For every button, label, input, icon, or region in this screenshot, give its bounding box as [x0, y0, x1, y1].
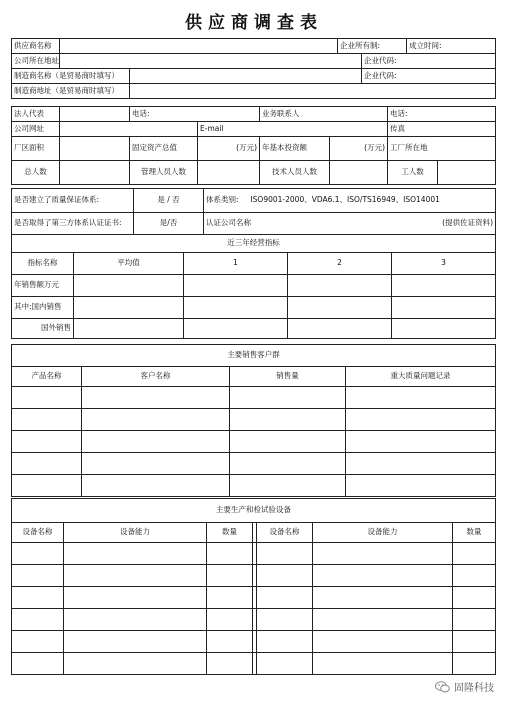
equipment-cell[interactable]: [313, 609, 453, 631]
system-types-cell: [204, 189, 496, 213]
system-type-label: 体系类别:: [206, 195, 239, 205]
equipment-cell[interactable]: [207, 565, 253, 587]
customer-cell[interactable]: [12, 431, 82, 453]
legal-rep-label: 法人代表: [12, 107, 60, 122]
equipment-cell[interactable]: [12, 631, 64, 653]
equipment-cell[interactable]: [453, 653, 496, 675]
quality-system-table: [11, 188, 496, 235]
indicators-section-title: 近三年经营指标: [12, 235, 496, 253]
customer-header-volume: 销售量: [230, 367, 346, 387]
email-label: E-mail: [198, 122, 388, 137]
indicator-row-label: 其中:国内销售: [12, 297, 74, 319]
manufacturer-name-field[interactable]: [130, 69, 362, 84]
ownership-label: 企业所有制:: [338, 39, 407, 54]
equipment-cell[interactable]: [257, 653, 313, 675]
manufacturer-address-field[interactable]: [130, 84, 496, 99]
customer-cell[interactable]: [346, 387, 496, 409]
customer-cell[interactable]: [230, 387, 346, 409]
supplier-name-field[interactable]: [60, 39, 338, 54]
brand-watermark: [435, 679, 494, 694]
brand-name: 固隆科技: [454, 683, 494, 694]
equipment-cell[interactable]: [207, 609, 253, 631]
phone1-label: 电话:: [130, 107, 260, 122]
equipment-section-title: 主要生产和检试验设备: [12, 499, 496, 523]
equipment-cell[interactable]: [257, 631, 313, 653]
equipment-cell[interactable]: [207, 653, 253, 675]
cert-company-label: 认证公司名称: [206, 218, 251, 228]
equipment-cell[interactable]: [453, 543, 496, 565]
technicians-field[interactable]: [330, 161, 388, 185]
annual-investment-unit: (万元): [330, 137, 388, 161]
indicator-header-average: 平均值: [74, 253, 184, 275]
customer-cell[interactable]: [346, 431, 496, 453]
equipment-cell[interactable]: [453, 587, 496, 609]
company-url-label: 公司网址: [12, 122, 60, 137]
customer-cell[interactable]: [82, 431, 230, 453]
indicator-cell[interactable]: [288, 319, 392, 339]
company-address-label: 公司所在地址: [12, 54, 60, 69]
equipment-cell[interactable]: [453, 631, 496, 653]
customer-cell[interactable]: [230, 453, 346, 475]
total-staff-label: 总人数: [12, 161, 60, 185]
indicator-cell[interactable]: [288, 275, 392, 297]
managers-field[interactable]: [198, 161, 260, 185]
customer-header-product: 产品名称: [12, 367, 82, 387]
qms-question: 是否建立了质量保证体系:: [12, 189, 134, 213]
equipment-cell[interactable]: [207, 631, 253, 653]
customer-cell[interactable]: [82, 409, 230, 431]
workers-field[interactable]: [438, 161, 496, 185]
indicator-cell[interactable]: [288, 297, 392, 319]
customer-cell[interactable]: [82, 387, 230, 409]
customer-cell[interactable]: [12, 453, 82, 475]
equipment-cell[interactable]: [257, 587, 313, 609]
provide-cert-note: (提供佐证资料): [442, 218, 493, 228]
equipment-cell[interactable]: [257, 609, 313, 631]
manufacturer-address-label: 制造商地址（是贸易商时填写）: [12, 84, 130, 99]
equipment-cell[interactable]: [313, 543, 453, 565]
equipment-cell[interactable]: [207, 543, 253, 565]
customer-cell[interactable]: [346, 475, 496, 497]
equipment-cell[interactable]: [64, 565, 207, 587]
equipment-header-capacity-left: 设备能力: [64, 523, 207, 543]
indicator-cell[interactable]: [184, 275, 288, 297]
company-address-field[interactable]: [60, 54, 362, 69]
indicator-cell[interactable]: [392, 319, 496, 339]
indicator-cell[interactable]: [74, 297, 184, 319]
supplier-info-table: [11, 38, 496, 99]
equipment-cell[interactable]: [12, 609, 64, 631]
customer-cell[interactable]: [82, 453, 230, 475]
indicator-header-year-1: 1: [184, 253, 288, 275]
equipment-cell[interactable]: [313, 631, 453, 653]
customers-section-title: 主要销售客户群: [12, 345, 496, 367]
contact-label: 业务联系人: [260, 107, 388, 122]
indicator-header-year-2: 2: [288, 253, 392, 275]
equipment-header-qty-left: 数量: [207, 523, 253, 543]
indicator-header-year-3: 3: [392, 253, 496, 275]
indicators-table: [11, 234, 496, 339]
customer-cell[interactable]: [346, 409, 496, 431]
company-scale-table: [11, 106, 496, 185]
customer-cell[interactable]: [82, 475, 230, 497]
customer-cell[interactable]: [230, 409, 346, 431]
equipment-cell[interactable]: [453, 609, 496, 631]
third-party-answer[interactable]: 是/否: [134, 213, 204, 235]
equipment-cell[interactable]: [257, 565, 313, 587]
indicator-header-name: 指标名称: [12, 253, 74, 275]
customer-cell[interactable]: [230, 475, 346, 497]
equipment-cell[interactable]: [64, 543, 207, 565]
equipment-cell[interactable]: [64, 609, 207, 631]
equipment-header-name-right: 设备名称: [257, 523, 313, 543]
fixed-assets-unit: (万元): [198, 137, 260, 161]
customer-header-client: 客户名称: [82, 367, 230, 387]
equipment-header-name-left: 设备名称: [12, 523, 64, 543]
customer-cell[interactable]: [12, 409, 82, 431]
total-staff-field[interactable]: [60, 161, 130, 185]
factory-area-label: 厂区面积: [12, 137, 60, 161]
equipment-table: [11, 498, 496, 675]
company-url-field[interactable]: [60, 122, 198, 137]
factory-area-field[interactable]: [60, 137, 130, 161]
customer-cell[interactable]: [346, 453, 496, 475]
equipment-cell[interactable]: [64, 587, 207, 609]
legal-rep-field[interactable]: [60, 107, 130, 122]
technicians-label: 技术人员人数: [260, 161, 330, 185]
system-types-list: ISO9001-2000、VDA6.1、ISO/TS16949、ISO14001: [250, 195, 440, 205]
customer-cell[interactable]: [230, 431, 346, 453]
customer-header-quality: 重大质量问题记录: [346, 367, 496, 387]
indicator-row-label: 年销售额万元: [12, 275, 74, 297]
managers-label: 管理人员人数: [130, 161, 198, 185]
equipment-cell[interactable]: [64, 653, 207, 675]
fax-label: 传真: [388, 122, 496, 137]
workers-label: 工人数: [388, 161, 438, 185]
equipment-cell[interactable]: [12, 587, 64, 609]
annual-investment-label: 年基本投资额: [260, 137, 330, 161]
indicator-cell[interactable]: [392, 275, 496, 297]
supplier-name-label: 供应商名称: [12, 39, 60, 54]
equipment-cell[interactable]: [453, 565, 496, 587]
equipment-cell[interactable]: [313, 653, 453, 675]
qms-answer[interactable]: 是 / 否: [134, 189, 204, 213]
equipment-cell[interactable]: [64, 631, 207, 653]
equipment-cell[interactable]: [12, 543, 64, 565]
equipment-header-capacity-right: 设备能力: [313, 523, 453, 543]
manufacturer-code-label: 企业代码:: [362, 69, 496, 84]
phone2-label: 电话:: [388, 107, 496, 122]
page-title: 供应商调查表: [185, 13, 323, 33]
equipment-cell[interactable]: [12, 653, 64, 675]
wechat-icon: [435, 681, 450, 693]
customer-cell[interactable]: [12, 387, 82, 409]
equipment-cell[interactable]: [313, 565, 453, 587]
cert-company-cell: [204, 213, 496, 235]
equipment-cell[interactable]: [313, 587, 453, 609]
factory-location-label: 工厂所在地: [388, 137, 496, 161]
indicator-cell[interactable]: [184, 297, 288, 319]
equipment-header-qty-right: 数量: [453, 523, 496, 543]
customers-table: [11, 344, 496, 497]
customer-cell[interactable]: [12, 475, 82, 497]
third-party-question: 是否取得了第三方体系认证证书:: [12, 213, 134, 235]
manufacturer-name-label: 制造商名称（是贸易商时填写）: [12, 69, 130, 84]
fixed-assets-label: 固定资产总值: [130, 137, 198, 161]
indicator-row-label: 国外销售: [12, 319, 74, 339]
indicator-cell[interactable]: [74, 275, 184, 297]
indicator-cell[interactable]: [74, 319, 184, 339]
equipment-cell[interactable]: [207, 587, 253, 609]
established-label: 成立时间:: [407, 39, 496, 54]
equipment-cell[interactable]: [257, 543, 313, 565]
indicator-cell[interactable]: [392, 297, 496, 319]
indicator-cell[interactable]: [184, 319, 288, 339]
equipment-cell[interactable]: [12, 565, 64, 587]
company-code-label: 企业代码:: [362, 54, 496, 69]
